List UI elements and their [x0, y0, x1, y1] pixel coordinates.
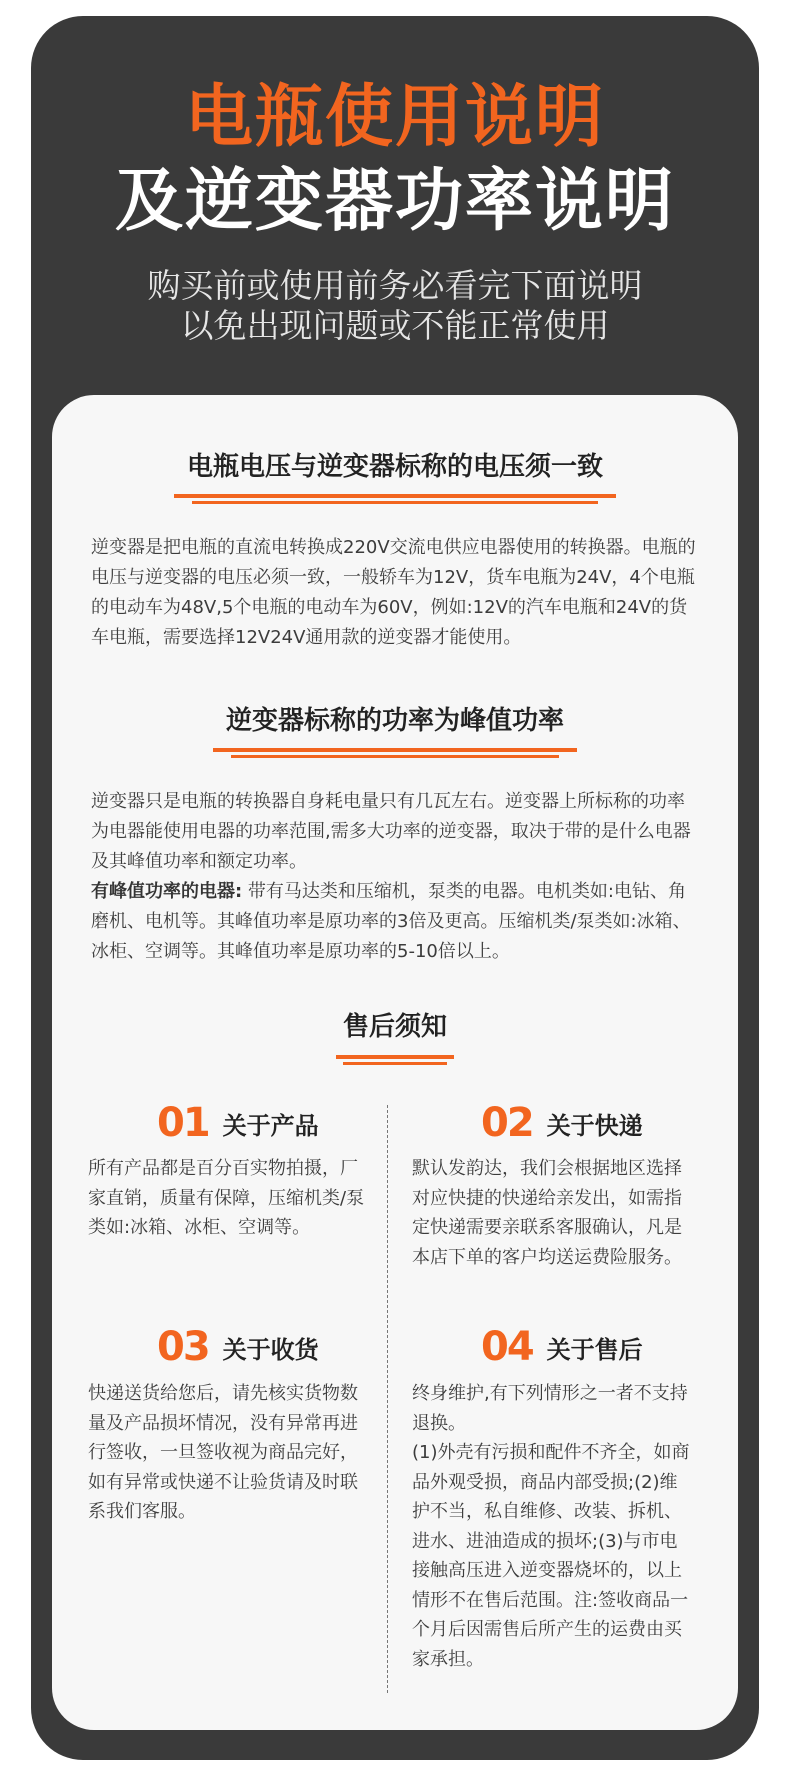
peak-body: 带有马达类和压缩机，泵类的电器。电机类如:电钻、角磨机、电机等。其峰值功率是原功率的3倍及更高。压缩机类/泵类如:冰箱、冰柜、空调等。其峰值功率是原功率的5-10倍以上。 [91, 881, 691, 962]
title-underline-second [343, 1062, 447, 1065]
title-underline [174, 494, 616, 498]
title-underline-second [192, 501, 598, 504]
title-underline-second [231, 755, 559, 758]
item-header-receiving [157, 1322, 319, 1372]
column-divider [387, 1105, 388, 1693]
item-number: 02 [481, 1100, 533, 1146]
section-body-voltage [91, 533, 701, 653]
title-underline [213, 748, 577, 752]
peak-label: 有峰值功率的电器: [91, 881, 243, 902]
paragraph: 逆变器只是电瓶的转换器自身耗电量只有几瓦左右。逆变器上所标称的功率为电器能使用电器的功率范围,需多大功率的逆变器，取决于带的是什么电器及其峰值功率和额定功率。 [91, 791, 691, 872]
item-body-product: 所有产品都是百分百实物拍摄，厂家直销，质量有保障，压缩机类/泵类如:冰箱、冰柜、空调等。 [88, 1158, 365, 1238]
paragraph-peak [91, 877, 701, 967]
section-body-power [91, 787, 701, 967]
item-number: 03 [157, 1324, 209, 1370]
item-header-service [481, 1322, 643, 1372]
item-title: 关于快递 [546, 1111, 643, 1140]
item-header-shipping [481, 1098, 643, 1148]
item-header-product [157, 1098, 319, 1148]
section-title-power: 逆变器标称的功率为峰值功率 [225, 706, 564, 736]
page-title-second-line: 及逆变器功率说明 [114, 162, 675, 241]
page-title: 电瓶使用说明 [184, 78, 605, 157]
page-subtitle: 购买前或使用前务必看完下面说明 [147, 266, 643, 305]
item-title: 关于售后 [546, 1335, 643, 1364]
item-title: 关于收货 [222, 1335, 319, 1364]
paragraph: 逆变器是把电瓶的直流电转换成220V交流电供应电器使用的转换器。电瓶的电压与逆变器的电压必须一致，一般轿车为12V，货车电瓶为24V，4个电瓶的电动车为48V,5个电瓶的电动车为60V，例如:12V的汽车电瓶和24V的货车电瓶，需要选择12V24V通用款的逆变器才能使用。 [91, 537, 696, 648]
item-title: 关于产品 [222, 1111, 319, 1140]
item-number: 01 [157, 1100, 209, 1146]
item-number: 04 [481, 1324, 533, 1370]
item-body-shipping: 默认发韵达，我们会根据地区选择对应快捷的快递给亲发出，如需指定快递需要亲联系客服确认，凡是本店下单的客户均送运费险服务。 [412, 1158, 682, 1268]
page-subtitle-second-line: 以免出现问题或不能正常使用 [180, 306, 610, 345]
item-body-service: 终身维护,有下列情形之一者不支持退换。 (1)外壳有污损和配件不齐全，如商品外观受损，商品内部受损;(2)维护不当，私自维修、改装、拆机、进水、进油造成的损坏;(3)与市电接触高压进入逆变器烧坏的，以上情形不在售后范围。注:签收商品一个月后因需售后所产生的运费由买家承担。 [412, 1383, 690, 1670]
section-title-aftersale: 售后须知 [342, 1012, 447, 1042]
section-title-voltage: 电瓶电压与逆变器标称的电压须一致 [186, 452, 603, 482]
item-body-receiving: 快递送货给您后，请先核实货物数量及产品损坏情况，没有异常再进行签收，一旦签收视为商品完好，如有异常或快递不让验货请及时联系我们客服。 [88, 1383, 358, 1522]
title-underline [336, 1055, 454, 1059]
